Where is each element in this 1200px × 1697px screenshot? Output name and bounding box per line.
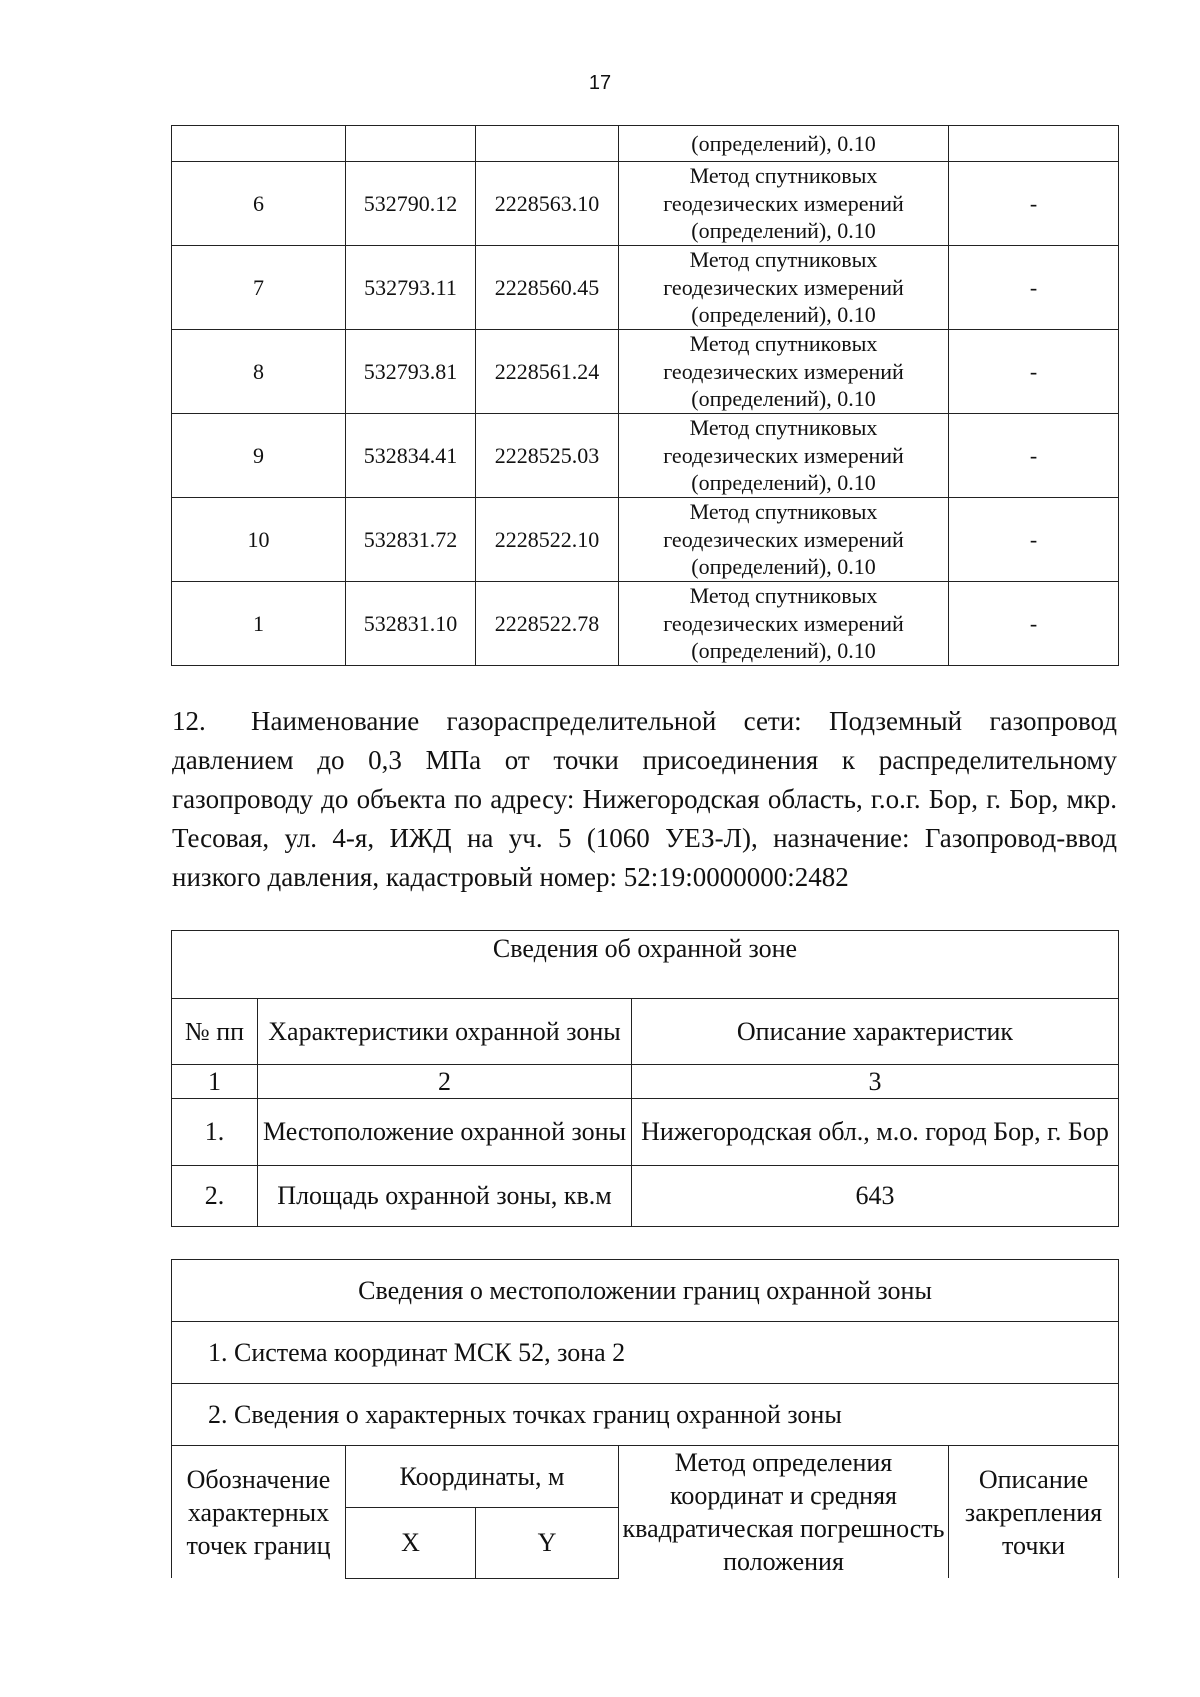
table-row bbox=[172, 1260, 1119, 1322]
method-line: Метод спутниковых bbox=[689, 499, 878, 525]
coordinates-table-continued bbox=[171, 125, 1119, 666]
fixation-cell: - bbox=[949, 498, 1119, 582]
x-cell: 532834.41 bbox=[346, 414, 476, 498]
section-number: 12. bbox=[172, 706, 206, 736]
table-row bbox=[172, 1384, 1119, 1446]
method-cell bbox=[619, 582, 949, 666]
header-characteristic: Характеристики охранной зоны bbox=[258, 999, 632, 1065]
table-row bbox=[172, 330, 1119, 414]
table-row bbox=[172, 162, 1119, 246]
method-cell bbox=[619, 246, 949, 330]
method-line: (определений), 0.10 bbox=[691, 638, 876, 664]
table-cell bbox=[172, 126, 346, 162]
col-number: 2 bbox=[258, 1065, 632, 1099]
table-row bbox=[172, 1166, 1119, 1227]
table-title: Сведения об охранной зоне bbox=[172, 931, 1119, 999]
table-cell bbox=[346, 126, 476, 162]
row-num: 2. bbox=[172, 1166, 258, 1227]
x-cell: 532793.81 bbox=[346, 330, 476, 414]
method-line: (определений), 0.10 bbox=[691, 470, 876, 496]
method-cell bbox=[619, 162, 949, 246]
header-method: Метод определения координат и средняя квадратическая погрешность положения bbox=[619, 1446, 949, 1579]
table-row bbox=[172, 931, 1119, 999]
y-cell: 2228563.10 bbox=[476, 162, 619, 246]
row-num: 1. bbox=[172, 1099, 258, 1166]
table-row bbox=[172, 1322, 1119, 1384]
method-line: Метод спутниковых bbox=[689, 331, 878, 357]
x-cell: 532790.12 bbox=[346, 162, 476, 246]
method-cell bbox=[619, 330, 949, 414]
header-point-designation: Обозначение характерных точек границ bbox=[172, 1446, 346, 1579]
x-cell: 532831.72 bbox=[346, 498, 476, 582]
method-cell bbox=[619, 414, 949, 498]
table-row bbox=[172, 498, 1119, 582]
method-line: геодезических измерений bbox=[663, 190, 904, 216]
point-cell: 7 bbox=[172, 246, 346, 330]
table-row bbox=[172, 1099, 1119, 1166]
point-cell: 6 bbox=[172, 162, 346, 246]
method-line: Метод спутниковых bbox=[689, 163, 878, 189]
section-text: Наименование газораспределительной сети: Подземный газопровод давлением до 0,3 МПа от точки присоединения к распределительному газопроводу до объекта по адресу: Нижегородская область, г.о.г. Бор, г. Бор, мкр. Тесовая, ул. 4-я, ИЖД на уч. 5 (1060 УЕЗ-Л), назначение: Газопровод-ввод низкого давления, кадастровый номер: 52:19:0000000:2482 bbox=[172, 706, 1117, 892]
table-header-row bbox=[172, 999, 1119, 1065]
table-cell bbox=[476, 126, 619, 162]
table-row bbox=[172, 126, 1119, 162]
method-line: Метод спутниковых bbox=[689, 247, 878, 273]
header-description: Описание характеристик bbox=[632, 999, 1119, 1065]
method-line: Метод спутниковых bbox=[689, 415, 878, 441]
point-cell: 1 bbox=[172, 582, 346, 666]
row-description: 643 bbox=[632, 1166, 1119, 1227]
method-line: геодезических измерений bbox=[663, 358, 904, 384]
method-line: геодезических измерений bbox=[663, 610, 904, 636]
method-line: (определений), 0.10 bbox=[691, 302, 876, 328]
fixation-cell: - bbox=[949, 330, 1119, 414]
header-fixation: Описание закрепления точки bbox=[949, 1446, 1119, 1579]
x-cell: 532831.10 bbox=[346, 582, 476, 666]
section-12-paragraph bbox=[172, 702, 1117, 897]
method-cell: (определений), 0.10 bbox=[619, 126, 949, 162]
point-cell: 9 bbox=[172, 414, 346, 498]
header-num: № пп bbox=[172, 999, 258, 1065]
row-characteristic: Площадь охранной зоны, кв.м bbox=[258, 1166, 632, 1227]
row-characteristic: Местоположение охранной зоны bbox=[258, 1099, 632, 1166]
point-cell: 8 bbox=[172, 330, 346, 414]
y-cell: 2228561.24 bbox=[476, 330, 619, 414]
table-row bbox=[172, 582, 1119, 666]
col-number: 3 bbox=[632, 1065, 1119, 1099]
y-cell: 2228525.03 bbox=[476, 414, 619, 498]
point-cell: 10 bbox=[172, 498, 346, 582]
table-row bbox=[172, 246, 1119, 330]
column-number-row bbox=[172, 1065, 1119, 1099]
fixation-cell: - bbox=[949, 582, 1119, 666]
method-line: (определений), 0.10 bbox=[691, 386, 876, 412]
method-cell bbox=[619, 498, 949, 582]
y-cell: 2228560.45 bbox=[476, 246, 619, 330]
method-line: (определений), 0.10 bbox=[691, 554, 876, 580]
method-line: Метод спутниковых bbox=[689, 583, 878, 609]
y-cell: 2228522.78 bbox=[476, 582, 619, 666]
points-info-line: 2. Сведения о характерных точках границ охранной зоны bbox=[172, 1384, 1119, 1446]
header-y: Y bbox=[476, 1508, 619, 1578]
coordinate-system-line: 1. Система координат МСК 52, зона 2 bbox=[172, 1322, 1119, 1384]
page-number: 17 bbox=[588, 72, 612, 94]
header-coordinates: Координаты, м bbox=[346, 1446, 619, 1508]
fixation-cell: - bbox=[949, 162, 1119, 246]
method-line: (определений), 0.10 bbox=[691, 218, 876, 244]
method-line: геодезических измерений bbox=[663, 526, 904, 552]
protection-zone-boundaries-table bbox=[171, 1259, 1119, 1579]
col-number: 1 bbox=[172, 1065, 258, 1099]
fixation-cell: - bbox=[949, 246, 1119, 330]
header-x: X bbox=[346, 1508, 476, 1578]
table-row bbox=[172, 414, 1119, 498]
row-description: Нижегородская обл., м.о. город Бор, г. Бор bbox=[632, 1099, 1119, 1166]
table-header-row bbox=[172, 1446, 1119, 1508]
protection-zone-info-table bbox=[171, 930, 1119, 1227]
method-line: геодезических измерений bbox=[663, 442, 904, 468]
x-cell: 532793.11 bbox=[346, 246, 476, 330]
fixation-cell: - bbox=[949, 414, 1119, 498]
table-title: Сведения о местоположении границ охранной зоны bbox=[172, 1260, 1119, 1322]
table-cell bbox=[949, 126, 1119, 162]
method-line: геодезических измерений bbox=[663, 274, 904, 300]
y-cell: 2228522.10 bbox=[476, 498, 619, 582]
